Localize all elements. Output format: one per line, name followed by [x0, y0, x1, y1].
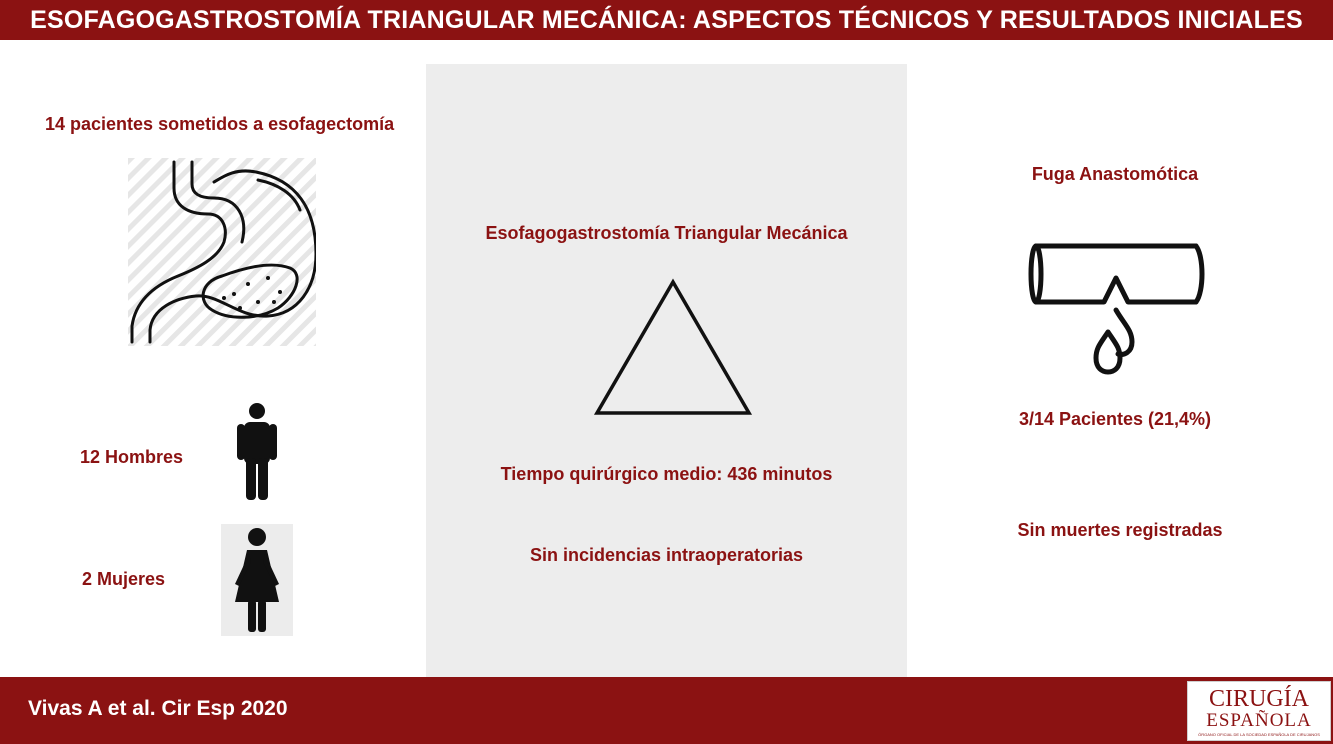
page-title: ESOFAGOGASTROSTOMÍA TRIANGULAR MECÁNICA: ASPECTOS TÉCNICOS Y RESULTADOS INICIALES: [30, 5, 1303, 34]
man-icon: [236, 402, 278, 502]
incidents-label: Sin incidencias intraoperatorias: [529, 545, 804, 565]
footer-bar: [0, 677, 1333, 744]
woman-icon-box: [221, 524, 293, 636]
men-label: 12 Hombres: [80, 447, 184, 467]
pipe-leak-icon: [1028, 238, 1206, 376]
triangle-icon: [592, 278, 754, 418]
leak-result: 3/14 Pacientes (21,4%): [1018, 409, 1212, 429]
deaths-label: Sin muertes registradas: [1017, 520, 1223, 540]
leak-title: Fuga Anastomótica: [1031, 164, 1199, 184]
logo-line2: ESPAÑOLA: [1206, 710, 1312, 731]
technique-label: Esofagogastrostomía Triangular Mecánica: [485, 223, 848, 243]
patients-label: 14 pacientes sometidos a esofagectomía: [45, 114, 395, 134]
stomach-icon: [128, 158, 316, 346]
woman-icon: [221, 524, 293, 636]
logo-line1: CIRUGÍA: [1209, 686, 1309, 712]
logo-line3: ÓRGANO OFICIAL DE LA SOCIEDAD ESPAÑOLA DE CIRUJANOS: [1198, 732, 1320, 737]
citation: Vivas A et al. Cir Esp 2020: [28, 697, 288, 720]
women-label: 2 Mujeres: [82, 569, 166, 589]
journal-logo: [1187, 681, 1331, 741]
surgical-time-label: Tiempo quirúrgico medio: 436 minutos: [500, 464, 833, 484]
header-bar: [0, 0, 1333, 40]
